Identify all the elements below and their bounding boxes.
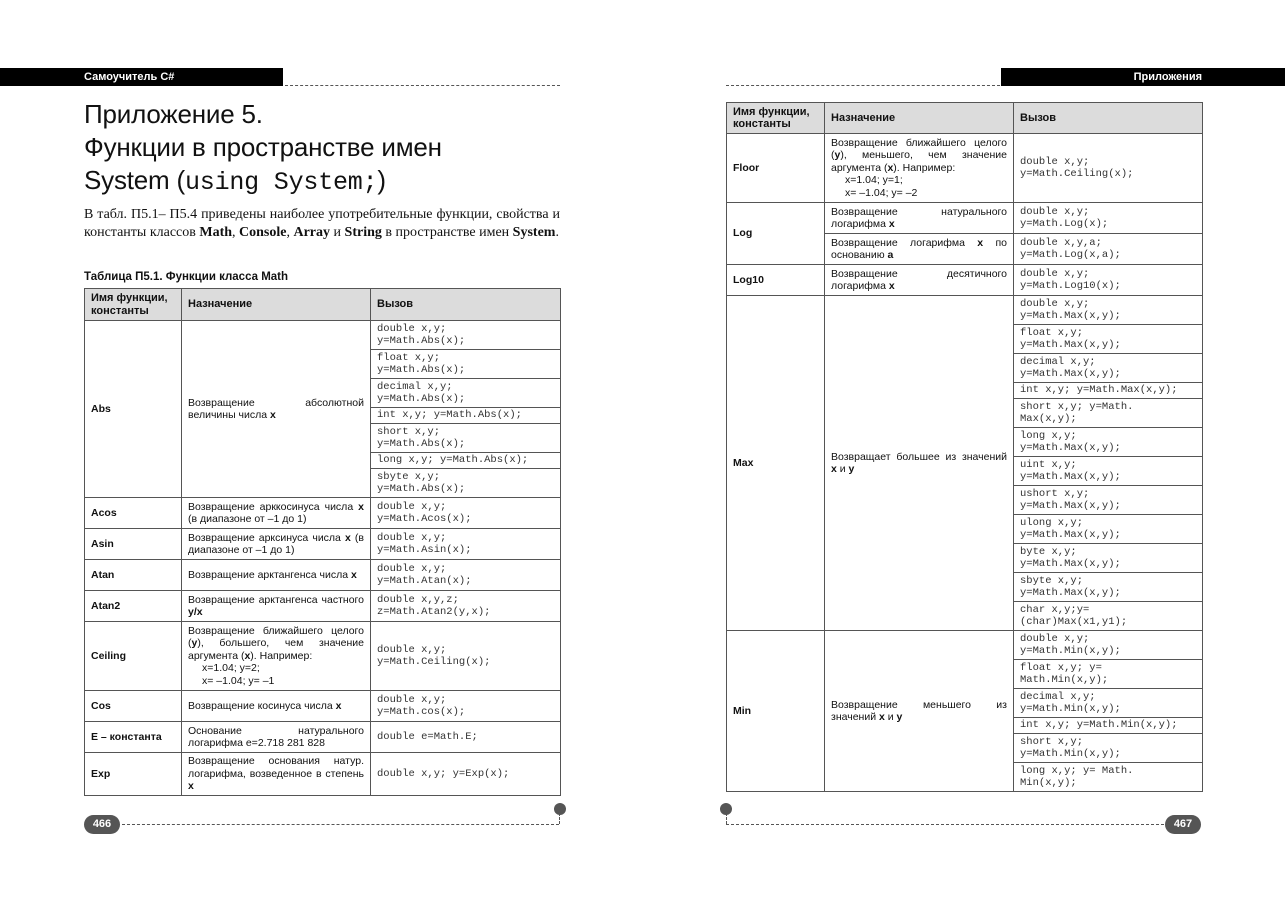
intro-paragraph: В табл. П5.1– П5.4 приведены наиболее употребительные функции, свойства и константы классов Math, Console, Array и String в пространстве имен System. — [84, 207, 560, 240]
function-description: Возвращение логарифма x по основанию a — [825, 234, 1014, 265]
call-code: long x,y; y=Math.Max(x,y); — [1014, 428, 1203, 457]
table-row — [85, 560, 561, 591]
col-header-purpose: Назначение — [825, 103, 1014, 134]
function-name: Floor — [727, 134, 825, 203]
call-code: decimal x,y; y=Math.Min(x,y); — [1014, 689, 1203, 718]
table-row — [727, 631, 1203, 660]
call-code: double x,y; y=Math.Atan(x); — [371, 560, 561, 591]
function-name: Cos — [85, 691, 182, 722]
function-description: Возвращение ближайшего целого (y), меньшего, чем значение аргумента (x). Например: x=1.04; y=1; x= –1.04; y= –2 — [825, 134, 1014, 203]
function-name: Ceiling — [85, 622, 182, 691]
title-code: using System; — [184, 168, 378, 197]
footer-rule-left — [122, 824, 559, 825]
call-code: double x,y,z; z=Math.Atan2(y,x); — [371, 591, 561, 622]
function-description: Возвращение абсолютной величины числа x — [182, 321, 371, 498]
call-code: float x,y; y= Math.Min(x,y); — [1014, 660, 1203, 689]
col-header-name: Имя функции, константы — [727, 103, 825, 134]
call-code: float x,y; y=Math.Abs(x); — [371, 350, 561, 379]
call-code: long x,y; y= Math. Min(x,y); — [1014, 763, 1203, 792]
col-header-name: Имя функции, константы — [85, 289, 182, 321]
left-page — [0, 0, 640, 907]
table-caption: Таблица П5.1. Функции класса Math — [84, 271, 289, 283]
call-code: char x,y;y= (char)Max(x1,y1); — [1014, 602, 1203, 631]
table-row — [85, 321, 561, 350]
function-description: Возвращение арккосинуса числа x (в диапазоне от –1 до 1) — [182, 498, 371, 529]
call-code: int x,y; y=Math.Min(x,y); — [1014, 718, 1203, 734]
call-code: double x,y; y=Math.Min(x,y); — [1014, 631, 1203, 660]
call-code: double x,y; y=Math.Acos(x); — [371, 498, 561, 529]
function-description: Возвращение арктангенса числа x — [182, 560, 371, 591]
call-code: double x,y; y=Math.Ceiling(x); — [371, 622, 561, 691]
table-row — [85, 691, 561, 722]
call-code: double x,y,a; y=Math.Log(x,a); — [1014, 234, 1203, 265]
function-description: Возвращает большее из значений x и y — [825, 296, 1014, 631]
running-header-right: Приложения — [1001, 68, 1285, 86]
function-description: Возвращение меньшего из значений x и y — [825, 631, 1014, 792]
call-code: double x,y; y=Math.Asin(x); — [371, 529, 561, 560]
table-row — [85, 529, 561, 560]
math-functions-table-left — [84, 288, 561, 796]
page-number: 467 — [1165, 815, 1201, 834]
table-header-row — [727, 103, 1203, 134]
call-code: long x,y; y=Math.Abs(x); — [371, 453, 561, 469]
call-code: ushort x,y; y=Math.Max(x,y); — [1014, 486, 1203, 515]
table-header-row — [85, 289, 561, 321]
table-row — [727, 265, 1203, 296]
page-marker-dot-icon — [554, 803, 566, 815]
running-header-left: Самоучитель C# — [0, 68, 283, 86]
function-description: Возвращение арксинуса числа x (в диапазоне от –1 до 1) — [182, 529, 371, 560]
function-name: Acos — [85, 498, 182, 529]
function-name: Atan — [85, 560, 182, 591]
function-name: E – константа — [85, 722, 182, 753]
call-code: double x,y; y=Math.Abs(x); — [371, 321, 561, 350]
function-name: Min — [727, 631, 825, 792]
call-code: ulong x,y; y=Math.Max(x,y); — [1014, 515, 1203, 544]
right-page — [640, 0, 1285, 907]
call-code: float x,y; y=Math.Max(x,y); — [1014, 325, 1203, 354]
function-name: Atan2 — [85, 591, 182, 622]
function-name: Max — [727, 296, 825, 631]
title-line-2: Функции в пространстве имен — [84, 132, 442, 162]
title-line-3: System ( — [84, 165, 185, 195]
header-rule-left — [285, 85, 560, 86]
table-row — [85, 498, 561, 529]
call-code: sbyte x,y; y=Math.Abs(x); — [371, 469, 561, 498]
function-description: Возвращение натурального логарифма x — [825, 203, 1014, 234]
function-description: Возвращение ближайшего целого (y), большего, чем значение аргумента (x). Например: x=1.04; y=2; x= –1.04; y= –1 — [182, 622, 371, 691]
table-row — [85, 722, 561, 753]
call-code: double x,y; y=Exp(x); — [371, 753, 561, 796]
function-name: Log10 — [727, 265, 825, 296]
col-header-call: Вызов — [371, 289, 561, 321]
function-name: Abs — [85, 321, 182, 498]
function-name: Asin — [85, 529, 182, 560]
call-code: int x,y; y=Math.Abs(x); — [371, 408, 561, 424]
table-row — [85, 753, 561, 796]
header-rule-right — [726, 85, 1000, 86]
function-description: Возвращение основания натур. логарифма, возведенное в степень x — [182, 753, 371, 796]
title-line-1: Приложение 5. — [84, 99, 263, 129]
function-description: Основание натурального логарифма e=2.718 281 828 — [182, 722, 371, 753]
appendix-title — [84, 98, 442, 199]
table-row — [727, 296, 1203, 325]
footer-rule-right — [726, 824, 1164, 825]
function-description: Возвращение десятичного логарифма x — [825, 265, 1014, 296]
function-description: Возвращение косинуса числа x — [182, 691, 371, 722]
call-code: short x,y; y=Math. Max(x,y); — [1014, 399, 1203, 428]
call-code: double x,y; y=Math.Max(x,y); — [1014, 296, 1203, 325]
call-code: double x,y; y=Math.Ceiling(x); — [1014, 134, 1203, 203]
table-row — [727, 203, 1203, 234]
title-line-3-end: ) — [377, 165, 386, 195]
call-code: byte x,y; y=Math.Max(x,y); — [1014, 544, 1203, 573]
call-code: int x,y; y=Math.Max(x,y); — [1014, 383, 1203, 399]
call-code: double x,y; y=Math.cos(x); — [371, 691, 561, 722]
call-code: sbyte x,y; y=Math.Max(x,y); — [1014, 573, 1203, 602]
table-row — [85, 622, 561, 691]
call-code: double x,y; y=Math.Log10(x); — [1014, 265, 1203, 296]
call-code: short x,y; y=Math.Min(x,y); — [1014, 734, 1203, 763]
function-name: Log — [727, 203, 825, 265]
table-row — [727, 134, 1203, 203]
function-description: Возвращение арктангенса частного y/x — [182, 591, 371, 622]
call-code: short x,y; y=Math.Abs(x); — [371, 424, 561, 453]
page-number: 466 — [84, 815, 120, 834]
col-header-purpose: Назначение — [182, 289, 371, 321]
call-code: double x,y; y=Math.Log(x); — [1014, 203, 1203, 234]
call-code: uint x,y; y=Math.Max(x,y); — [1014, 457, 1203, 486]
table-row — [85, 591, 561, 622]
col-header-call: Вызов — [1014, 103, 1203, 134]
function-name: Exp — [85, 753, 182, 796]
math-functions-table-right — [726, 102, 1203, 792]
call-code: decimal x,y; y=Math.Abs(x); — [371, 379, 561, 408]
call-code: double e=Math.E; — [371, 722, 561, 753]
call-code: decimal x,y; y=Math.Max(x,y); — [1014, 354, 1203, 383]
